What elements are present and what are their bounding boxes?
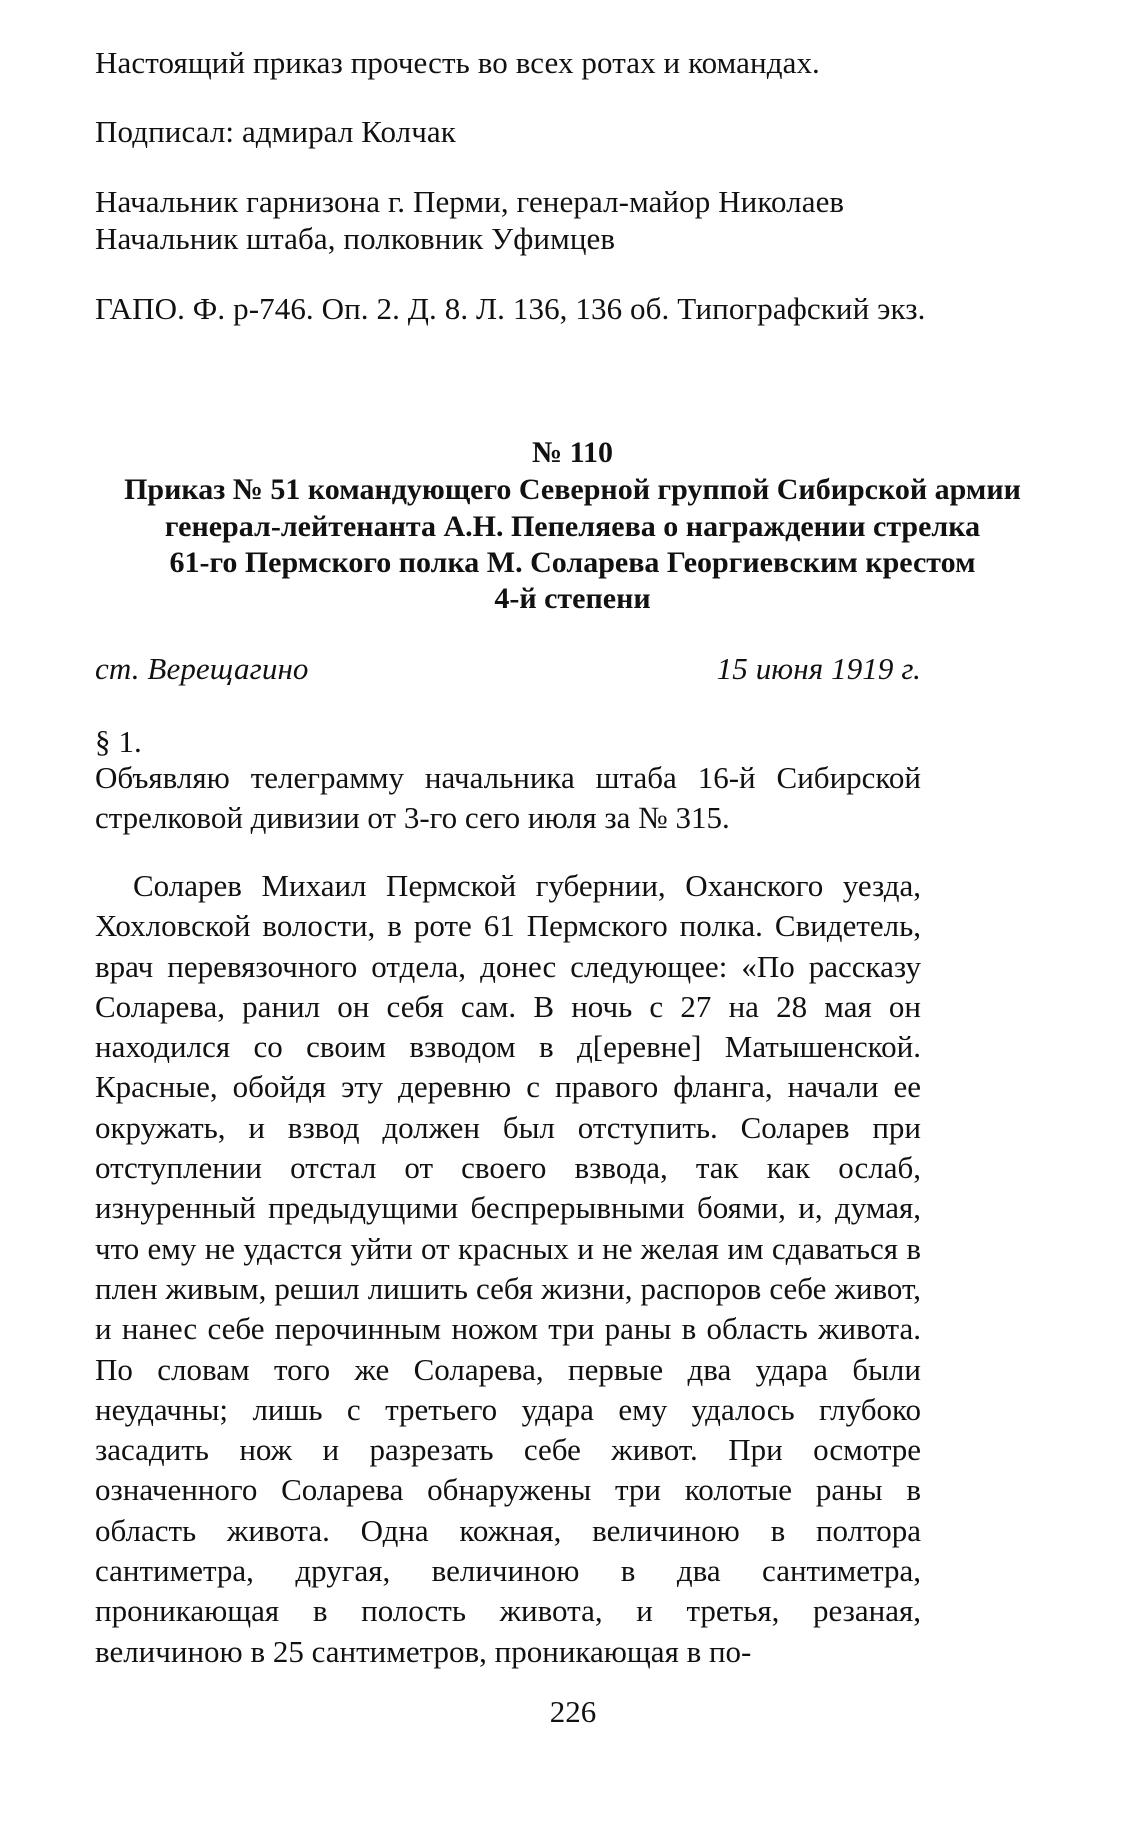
archive-reference: ГАПО. Ф. р-746. Оп. 2. Д. 8. Л. 136, 136 об. Типографский экз. [95,291,926,326]
document-title-line-3: 61-го Пермского полка М. Соларева Георгиевским крестом [169,546,976,579]
place-line: ст. Верещагино [95,651,309,686]
document-title-line-4: 4-й степени [494,582,651,615]
intro-paragraph [95,758,921,839]
document-title-line-1: Приказ № 51 командующего Северной группой Сибирской армии [124,473,1021,506]
garrison-chief-line: Начальник гарнизона г. Перми, генерал-майор Николаев [95,184,845,219]
chief-of-staff-line: Начальник штаба, полковник Уфимцев [95,221,616,256]
body-paragraph [95,866,921,1672]
intro-text: Объявляю телеграмму начальника штаба 16-й Сибирской стрелковой дивизии от 3-го сего июля за № 315. [95,760,921,836]
date-line: 15 июня 1919 г. [716,651,921,686]
signed-line: Подписал: адмирал Колчак [95,114,456,149]
page-number: 226 [549,1694,597,1729]
section-mark: § 1. [95,724,142,759]
body-text: Соларев Михаил Пермской губернии, Оханского уезда, Хохловской волости, в роте 61 Пермского полка. Свидетель, врач перевязочного отдела, донес следующее: «По рассказу Соларева, ранил он себя сам. В ночь с 27 на 28 мая он находился со своим взводом в д[еревне] Матышенской. Красные, обойдя эту деревню с правого фланга, начали ее окружать, и взвод должен был отступить. Соларев при отступлении отстал от своего взвода, так как ослаб, изнуренный предыдущими беспрерывными боями, и, думая, что ему не удастся уйти от красных и не желая им сдаваться в плен живым, решил лишить себя жизни, распоров себе живот, и нанес себе перочинным ножом три раны в область живота. По словам того же Соларева, первые два удара были неудачны; лишь с третьего удара ему удалось глубоко засадить нож и разрезать себе живот. При осмотре означенного Соларева обнаружены три колотые раны в область живота. Одна кожная, величиною в полтора сантиметра, другая, величиною в два сантиметра, проникающая в полость живота, и третья, резаная, величиною в 25 сантиметров, проникающая в по- [95,868,921,1669]
document-title-line-2: генерал-лейтенанта А.Н. Пепеляева о награждении стрелка [164,510,981,543]
document-number: № 110 [532,436,613,469]
read-order-line: Настоящий приказ прочесть во всех ротах и командах. [95,45,820,80]
